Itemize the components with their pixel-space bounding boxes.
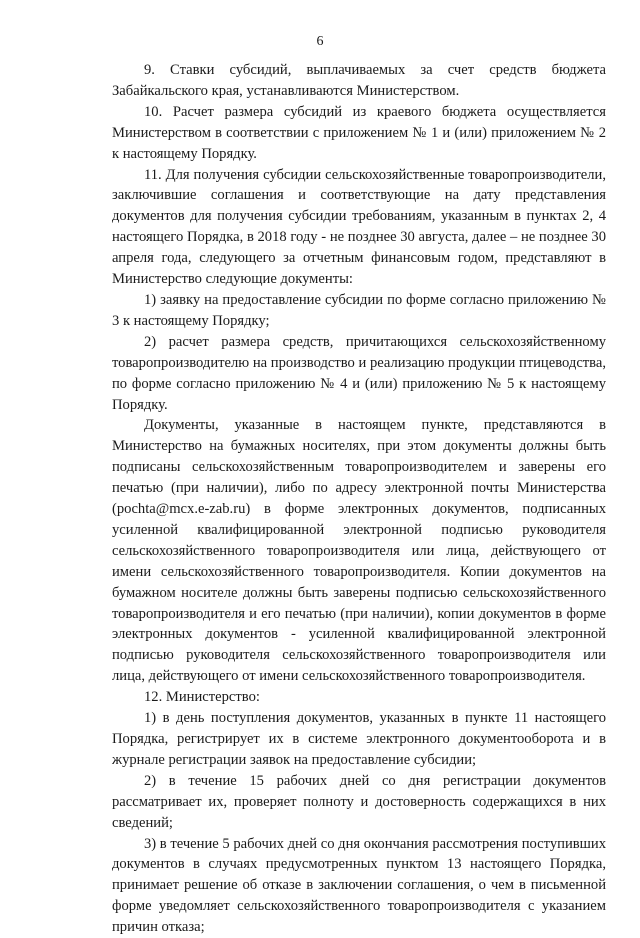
paragraph-12-item-2: 2) в течение 15 рабочих дней со дня регистрации документов рассматривает их, проверяет полноту и достоверность содержащихся в них сведений; [112,772,606,831]
paragraph-12: 12. Министерство: [144,689,260,706]
page-number: 6 [316,34,324,49]
paragraph-11-item-1: 1) заявку на предоставление субсидии по форме согласно приложению № 3 к настоящему Порядку; [112,291,606,329]
paragraph-11-documents-note: Документы, указанные в настоящем пункте, представляются в Министерство на бумажных носителях, при этом документы должны быть подписаны сельскохозяйственным товаропроизводителем и заверены его печатью (при наличии), либо по адресу электронной почты Министерства (pochta@mcx.e-zab.ru) в форме электронных документов, подписанных усиленной квалифицированной электронной подписью руководителя сельскохозяйственного товаропроизводителя или лица, действующего от имени сельскохозяйственного товаропроизводителя. Копии документов на бумажном носителе должны быть заверены подписью сельскохозяйственного товаропроизводителя и его печатью (при наличии), копии документов в форме электронных документов - усиленной квалифицированной электронной подписью руководителя сельскохозяйственного товаропроизводителя или лица, действующего от имени сельскохозяйственного товаропроизводителя. [112,417,606,685]
paragraph-10: 10. Расчет размера субсидий из краевого бюджета осуществляется Министерством в соответствии с приложением № 1 и (или) приложением № 2 к настоящему Порядку. [112,103,606,162]
paragraph-11-item-2: 2) расчет размера средств, причитающихся сельскохозяйственному товаропроизводителю на производство и реализацию продукции птицеводства, по форме согласно приложению № 4 и (или) приложению № 5 к настоящему Порядку. [112,333,606,413]
paragraph-9: 9. Ставки субсидий, выплачиваемых за счет средств бюджета Забайкальского края, устанавливаются Министерством. [112,62,606,99]
paragraph-12-item-3: 3) в течение 5 рабочих дней со дня окончания рассмотрения поступивших документов в случаях предусмотренных пунктом 13 настоящего Порядка, принимает решение об отказе в заключении соглашения, о чем в письменной форме уведомляет сельскохозяйственного товаропроизводителя с указанием причин отказа; [112,835,606,936]
document-body [112,60,606,938]
paragraph-11: 11. Для получения субсидии сельскохозяйственные товаропроизводители, заключившие соглашения и соответствующие на дату представления документов для получения субсидии требованиям, указанным в пунктах 2, 4 настоящего Порядка, в 2018 году - не позднее 30 августа, далее – не позднее 30 апреля года, следующего за отчетным финансовым годом, представляют в Министерство следующие документы: [112,166,606,288]
paragraph-12-item-1: 1) в день поступления документов, указанных в пункте 11 настоящего Порядка, регистрирует их в системе электронного документооборота и в журнале регистрации заявок на предоставление субсидии; [112,710,606,768]
